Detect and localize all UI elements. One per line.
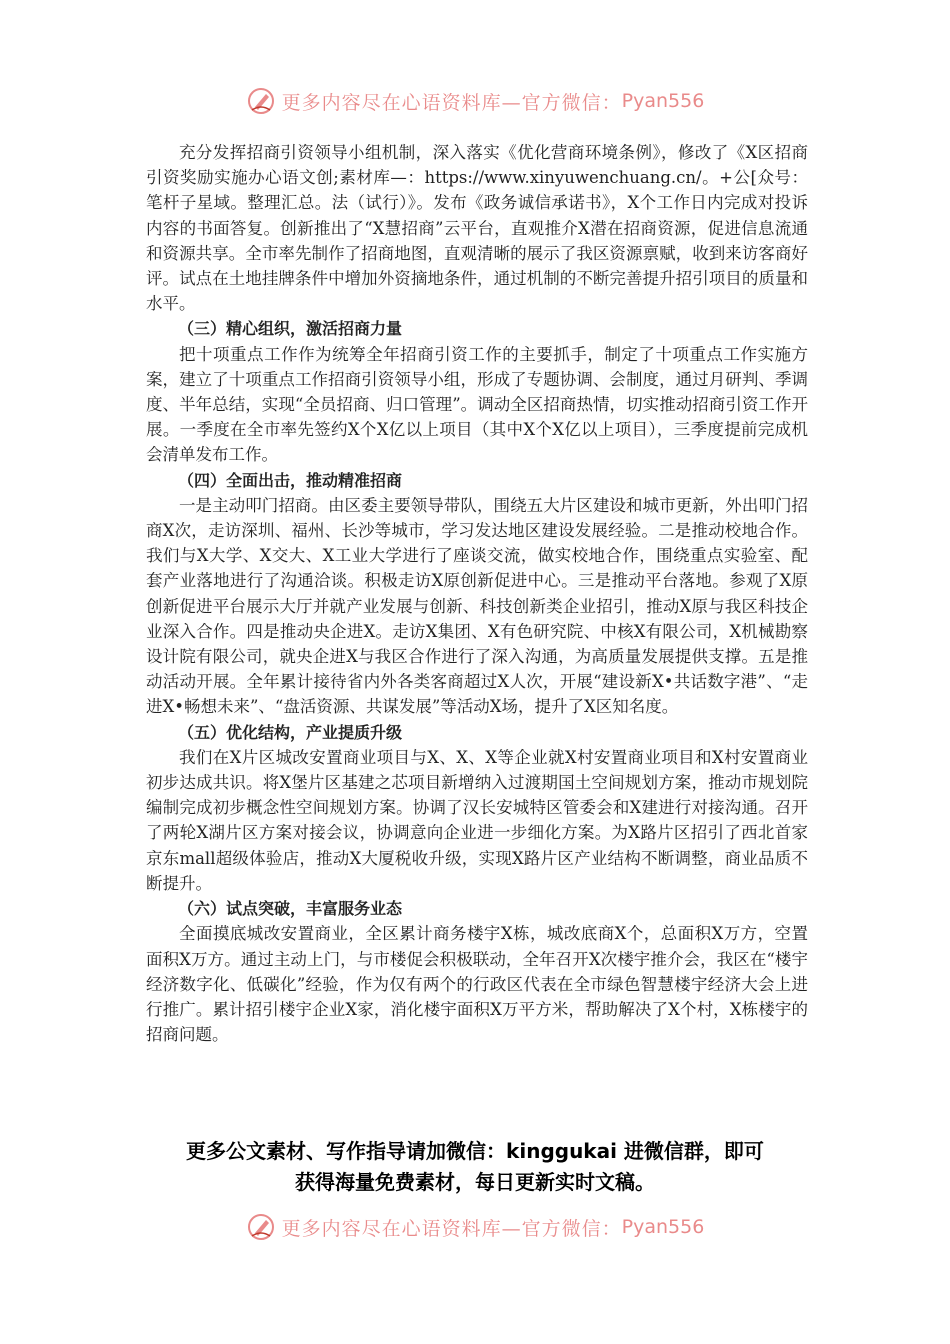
footer-promo [140, 1136, 810, 1198]
watermark-wechat-id: Pyan556 [621, 1216, 705, 1238]
paragraph-organize: 把十项重点工作作为统筹全年招商引资工作的主要抓手，制定了十项重点工作实施方案，建立了十项重点工作招商引资领导小组，形成了专题协调、会制度，通过月研判、季调度、半年总结，实现“全员招商、归口管理”。调动全区招商热情，切实推动招商引资工作开展。一季度在全市率先签约X个X亿以上项目（其中X个X亿以上项目），三季度提前完成机会清单发布工作。 [146, 344, 808, 465]
section-heading-4: （四）全面出击，推动精准招商 [178, 470, 403, 490]
watermark-header [0, 86, 950, 116]
paragraph-mechanism: 充分发挥招商引资领导小组机制，深入落实《优化营商环境条例》，修改了《X区招商引资奖励实施办心语文创;素材库—：https://www.xinyuwenchuang.cn/。+公[众号：笔杆子星域。整理汇总。法（试行）》。发布《政务诚信承诺书》，X个工作日内完成对投诉内容的书面答复。创新推出了“X慧招商”云平台，直观推介X潜在招商资源，促进信息流通和资源共享。全市率先制作了招商地图，直观清晰的展示了我区资源禀赋，收到来访客商好评。试点在土地挂牌条件中增加外资摘地条件，通过机制的不断完善提升招引项目的质量和水平。 [146, 143, 808, 314]
pen-logo-icon [246, 86, 276, 116]
paragraph-structure: 我们在X片区城改安置商业项目与X、X、X等企业就X村安置商业项目和X村安置商业初步达成共识。将X堡片区基建之芯项目新增纳入过渡期国土空间规划方案，推动市规划院编制完成初步概念性空间规划方案。协调了汉长安城特区管委会和X建进行对接沟通。召开了两轮X湖片区方案对接会议，协调意向企业进一步细化方案。为X路片区招引了西北首家京东mall超级体验店，推动X大厦税收升级，实现X路片区产业结构不断调整，商业品质不断提升。 [146, 747, 808, 893]
watermark-wechat-id: Pyan556 [621, 90, 705, 112]
watermark-footer [0, 1212, 950, 1242]
pen-logo-icon [246, 1212, 276, 1242]
watermark-text: 更多内容尽在心语资料库—官方微信： [281, 1217, 622, 1240]
section-heading-3: （三）精心组织，激活招商力量 [178, 319, 403, 339]
section-heading-6: （六）试点突破，丰富服务业态 [178, 899, 403, 919]
footer-promo-line-2: 获得海量免费素材，每日更新实时文稿。 [295, 1170, 655, 1194]
footer-promo-line-1: 更多公文素材、写作指导请加微信：kinggukai 进微信群，即可 [186, 1139, 764, 1163]
document-body [146, 140, 808, 1047]
watermark-text: 更多内容尽在心语资料库—官方微信： [281, 91, 622, 114]
paragraph-outreach: 一是主动叩门招商。由区委主要领导带队，围绕五大片区建设和城市更新，外出叩门招商X次，走访深圳、福州、长沙等城市，学习发达地区建设发展经验。二是推动校地合作。我们与X大学、X交大、X工业大学进行了座谈交流，做实校地合作，围绕重点实验室、配套产业落地进行了沟通洽谈。积极走访X原创新促进中心。三是推动平台落地。参观了X原创新促进平台展示大厅并就产业发展与创新、科技创新类企业招引，推动X原与我区科技企业深入合作。四是推动央企进X。走访X集团、X有色研究院、中核X有限公司，X机械勘察设计院有限公司，就央企进X与我区合作进行了深入沟通，为高质量发展提供支撑。五是推动活动开展。全年累计接待省内外各类客商超过X人次，开展“建设新X•共话数字港”、“走进X•畅想未来”、“盘活资源、共谋发展”等活动X场，提升了X区知名度。 [146, 495, 808, 717]
paragraph-pilot: 全面摸底城改安置商业，全区累计商务楼宇X栋，城改底商X个，总面积X万方，空置面积X万方。通过主动上门，与市楼促会积极联动，全年召开X次楼宇推介会，我区在“楼宇经济数字化、低碳化”经验，作为仅有两个的行政区代表在全市绿色智慧楼宇经济大会上进行推广。累计招引楼宇企业X家，消化楼宇面积X万平方米，帮助解决了X个村，X栋楼宇的招商问题。 [146, 924, 808, 1045]
section-heading-5: （五）优化结构，产业提质升级 [178, 722, 403, 742]
